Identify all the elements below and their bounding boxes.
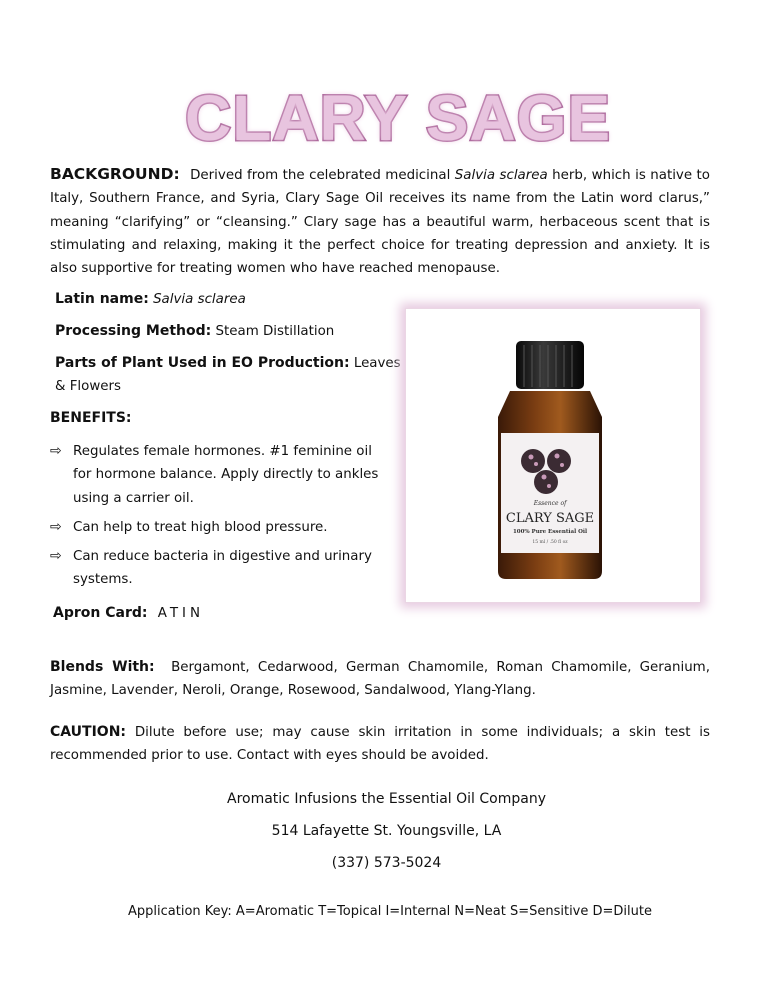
processing-row [55,320,334,343]
processing-value: Steam Distillation [215,324,335,339]
apron-card-row [53,605,204,621]
caution-label: CAUTION: [50,724,127,740]
caution-value: Dilute before use; may cause skin irritation in some individuals; a skin test is recommended prior to use. Contact with eyes should be avoided. [50,725,710,764]
latin-name-value: Salvia sclarea [153,292,246,307]
blends-section [50,656,710,703]
application-key: Application Key: A=Aromatic T=Topical I=Internal N=Neat S=Sensitive D=Dilute [128,904,652,919]
benefit-text: Regulates female hormones. #1 feminine oil for hormone balance. Apply directly to ankles using a carrier oil. [73,444,379,506]
benefits-list [50,440,385,598]
list-item [50,440,385,510]
apron-card-label: Apron Card: [53,605,148,621]
company-address: 514 Lafayette St. Youngsville, LA [271,823,502,839]
background-latin: Salvia sclarea [454,168,548,183]
parts-value-line1: Leaves [353,356,401,371]
bottle-name: CLARY SAGE [505,511,595,526]
parts-label: Parts of Plant Used in EO Production: [55,355,350,371]
apron-card-value: ATIN [157,606,204,621]
benefit-text: Can help to treat high blood pressure. [73,519,328,535]
benefits-title: BENEFITS: [50,410,132,426]
list-item [50,516,385,539]
caution-section [50,721,710,768]
list-item [50,545,385,592]
bottle-size: 15 ml / .50 fl oz [532,540,568,545]
background-text-start: Derived from the celebrated medicinal [190,168,455,183]
bottle-image [406,309,700,602]
arrow-icon: ⇨ [50,518,62,535]
company-name: Aromatic Infusions the Essential Oil Company [227,791,546,807]
benefit-text: Can reduce bacteria in digestive and urinary systems. [73,549,372,588]
background-heading: BACKGROUND: [50,165,180,183]
company-phone: (337) 573-5024 [331,855,442,871]
processing-label: Processing Method: [55,323,212,339]
blends-label: Blends With: [50,659,155,675]
blends-value: Bergamont, Cedarwood, German Chamomile, Roman Chamomile, Geranium, Jasmine, Lavender, Neroli, Orange, Rosewood, Sandalwood, Ylang-Ylang. [50,660,710,699]
latin-name-label: Latin name: [55,291,149,307]
latin-name-row [55,288,246,311]
arrow-icon: ⇨ [50,443,62,459]
parts-value-line2: & Flowers [55,379,121,394]
parts-row [55,352,401,398]
product-photo [405,308,701,603]
bottle-subtitle: 100% Pure Essential Oil [512,529,588,535]
background-section [50,163,710,280]
page-title: CLARY SAGE [185,82,612,154]
bottle-brand: Essence of [533,500,567,507]
background-text-end: herb, which is native to Italy, Southern France, and Syria, Clary Sage Oil receives its name from the Latin word clarus,” meaning “clarifying” or “cleansing.” Clary sage has a beautiful warm, herbaceous scent that is stimulating and relaxing, making it the perfect choice for treating depression and anxiety. It is also supportive for treating women who have reached menopause. [50,168,710,277]
arrow-icon: ⇨ [50,548,62,565]
